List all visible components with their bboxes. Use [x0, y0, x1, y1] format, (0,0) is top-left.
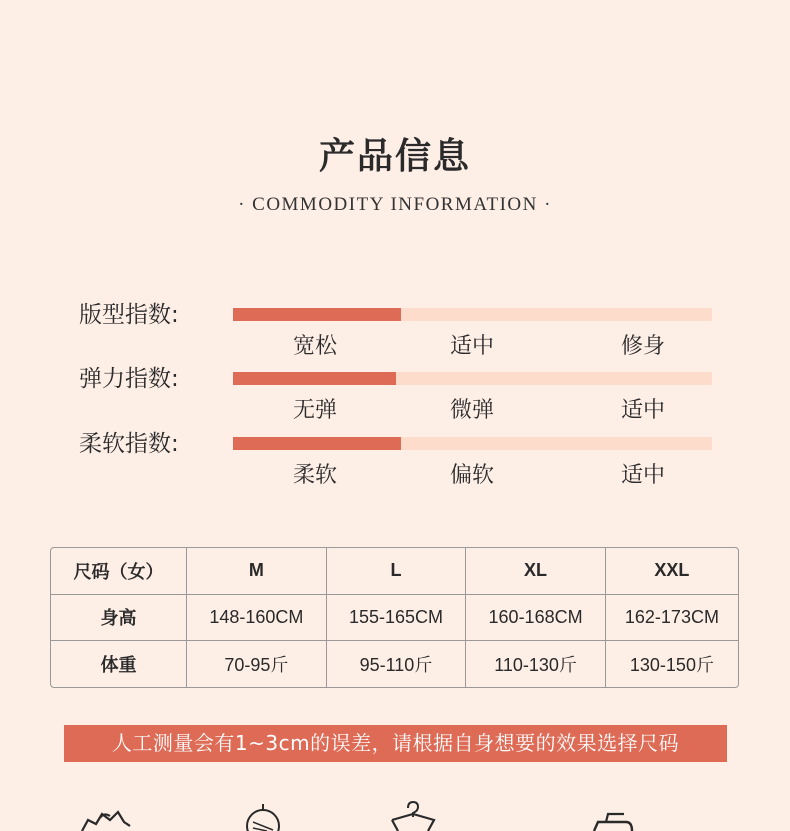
- table-header-cell: XL: [466, 548, 606, 594]
- fit-index-label: 版型指数:: [79, 302, 179, 328]
- table-row-head: 体重: [51, 641, 187, 687]
- table-header-row: [51, 548, 738, 594]
- page-subtitle: · COMMODITY INFORMATION ·: [238, 194, 552, 215]
- table-cell: 95-110斤: [326, 641, 466, 687]
- fit-level-regular: 适中: [449, 334, 494, 359]
- elasticity-level-medium: 适中: [620, 398, 665, 423]
- size-table: [50, 547, 739, 688]
- table-cell: 130-150斤: [605, 641, 738, 687]
- elasticity-level-slight: 微弹: [449, 398, 494, 423]
- fit-level-slim: 修身: [620, 334, 665, 359]
- elasticity-level-none: 无弹: [292, 398, 337, 423]
- elasticity-index-bar: [233, 372, 712, 385]
- table-header-cell: XXL: [605, 548, 738, 594]
- softness-index-fill: [233, 437, 401, 450]
- elasticity-index-fill: [233, 372, 396, 385]
- fit-index-row: [0, 300, 790, 370]
- table-row-head: 身高: [51, 594, 187, 641]
- table-header-cell: 尺码（女）: [51, 548, 187, 594]
- softness-level-fairly-soft: 偏软: [449, 463, 494, 488]
- table-cell: 155-165CM: [326, 594, 466, 641]
- table-cell: 110-130斤: [466, 641, 606, 687]
- hang-dry-icon: [388, 800, 438, 831]
- table-cell: 148-160CM: [187, 594, 327, 641]
- softness-index-bar: [233, 437, 712, 450]
- table-cell: 70-95斤: [187, 641, 327, 687]
- table-header-cell: L: [326, 548, 466, 594]
- iron-icon: [588, 800, 638, 831]
- page-title: 产品信息: [318, 135, 471, 177]
- fit-index-bar: [233, 308, 712, 321]
- fit-index-fill: [233, 308, 401, 321]
- softness-index-row: [0, 429, 790, 499]
- hand-wash-icon: [78, 800, 138, 831]
- elasticity-index-row: [0, 364, 790, 434]
- table-cell: 162-173CM: [605, 594, 738, 641]
- table-cell: 160-168CM: [466, 594, 606, 641]
- fit-level-loose: 宽松: [292, 334, 337, 359]
- softness-level-medium: 适中: [620, 463, 665, 488]
- table-row: [51, 594, 738, 641]
- tumble-dry-icon: [243, 800, 285, 831]
- table-row: [51, 641, 738, 687]
- table-header-cell: M: [187, 548, 327, 594]
- softness-level-soft: 柔软: [292, 463, 337, 488]
- softness-index-label: 柔软指数:: [79, 431, 179, 457]
- measurement-note-banner: 人工测量会有1~3cm的误差，请根据自身想要的效果选择尺码: [64, 725, 727, 762]
- elasticity-index-label: 弹力指数:: [79, 366, 179, 392]
